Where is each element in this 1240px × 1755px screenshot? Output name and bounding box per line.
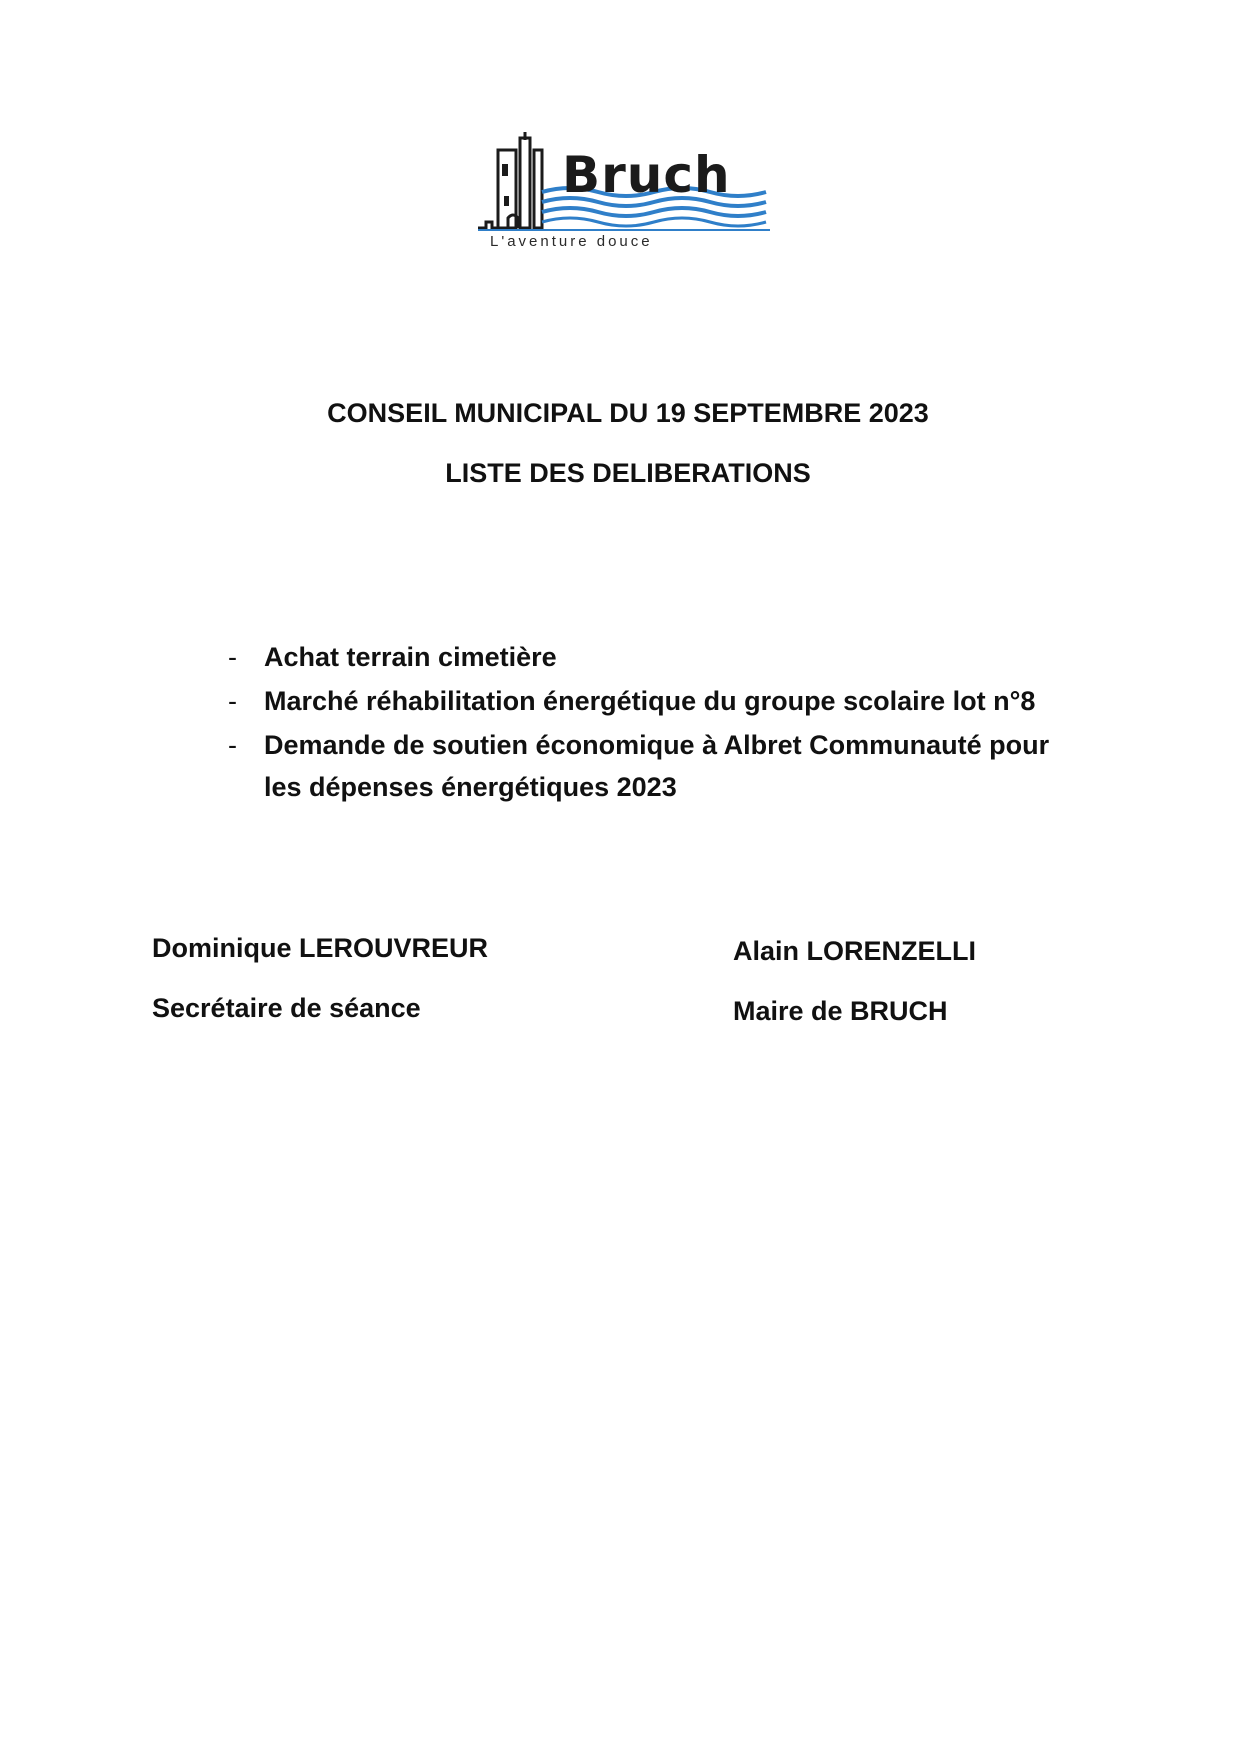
logo-wordmark: Bruch <box>562 146 731 204</box>
logo-tagline: L'aventure douce <box>490 233 653 250</box>
list-item <box>228 636 1058 678</box>
list-bullet: - <box>228 686 237 716</box>
deliberation-text: Demande de soutien économique à Albret Communauté pour les dépenses énergétiques 2023 <box>264 730 1050 802</box>
list-bullet: - <box>228 642 237 672</box>
page-subtitle: LISTE DES DELIBERATIONS <box>445 458 811 488</box>
mayor-role: Maire de BRUCH <box>733 996 948 1026</box>
list-item <box>228 680 1058 722</box>
page-title: CONSEIL MUNICIPAL DU 19 SEPTEMBRE 2023 <box>327 398 929 428</box>
list-bullet: - <box>228 730 237 760</box>
mayor-name: Alain LORENZELLI <box>733 936 976 966</box>
bruch-logo <box>470 130 790 260</box>
deliberation-text: Achat terrain cimetière <box>264 642 557 672</box>
deliberations-list <box>228 636 1058 810</box>
secretary-name: Dominique LEROUVREUR <box>152 933 489 963</box>
list-item <box>228 724 1058 808</box>
secretary-role: Secrétaire de séance <box>152 993 421 1023</box>
deliberation-text: Marché réhabilitation énergétique du groupe scolaire lot n°8 <box>264 686 1036 716</box>
